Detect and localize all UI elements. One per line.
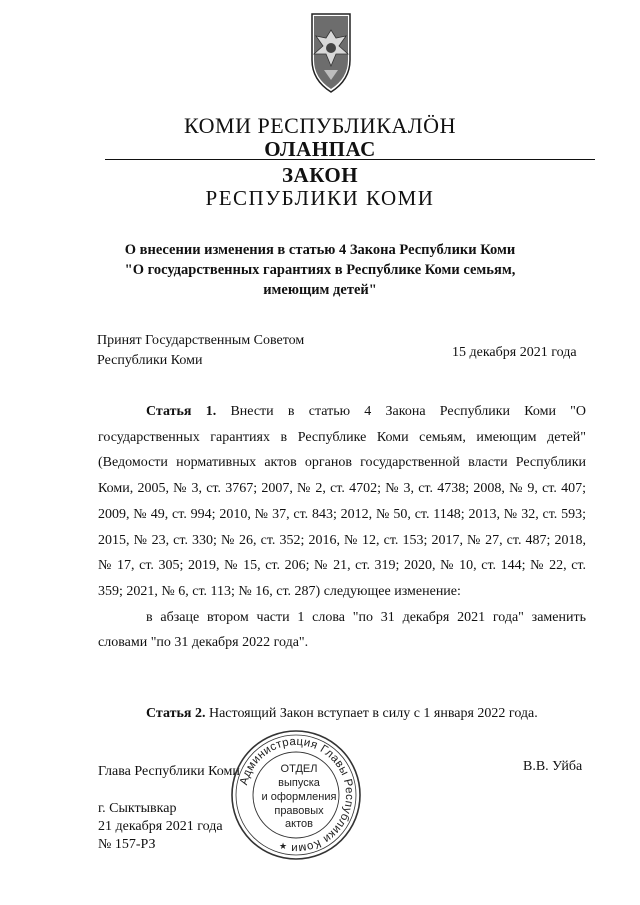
stamp-line: выпуска [278, 777, 320, 789]
stamp-line: правовых [274, 805, 324, 817]
article-2-text: Настоящий Закон вступает в силу с 1 января 2022 года. [208, 706, 538, 721]
stamp-ring-text: Администрация Главы Республики Коми [238, 735, 356, 855]
article-1-paragraph [98, 399, 586, 605]
adoption-body [97, 331, 304, 371]
article-1-text: Внести в статью 4 Закона Республики Коми "О государственных гарантиях в Республике Коми семьям, имеющим детей" (Ведомости нормативных актов органов государственной власти Республики Коми, 2005, № 3, ст. 3767; 2007, № 2, ст. 4702; № 3, ст. 4738; 2008, № 9, ст. 407; 2009, № 49, ст. 994; 2010, № 37, ст. 843; 2012, № 50, ст. 1148; 2013, № 32, ст. 593; 2015, № 23, ст. 330; № 26, ст. 352; 2016, № 12, ст. 153; 2017, № 27, ст. 487; 2018, № 17, ст. 305; 2019, № 15, ст. 206; № 21, ст. 319; 2020, № 10, ст. 144; № 22, ст. 359; 2021, № 6, ст. 113; № 16, ст. 287) следующее изменение: [98, 404, 587, 599]
signatory-name: В.В. Уйба [523, 759, 583, 774]
adoption-line: Принят Государственным Советом [97, 333, 305, 348]
official-stamp [229, 728, 363, 862]
stamp-line: ОТДЕЛ [280, 763, 318, 775]
law-subject [0, 240, 640, 300]
header-komi-language: КОМИ РЕСПУБЛИКАЛӦН [184, 113, 456, 138]
adoption-line: Республики Коми [97, 353, 203, 368]
place-city: г. Сыктывкар [98, 801, 177, 816]
article-1 [98, 399, 586, 656]
stamp-line: и оформления [261, 791, 337, 803]
stamp-star-icon: ★ [278, 841, 288, 851]
signatory-position: Глава Республики Коми [98, 764, 240, 779]
subject-line: "О государственных гарантиях в Республике Коми семьям, [124, 262, 516, 278]
stamp-line: актов [285, 818, 313, 830]
coat-of-arms-icon [306, 8, 356, 96]
header-zakon: ЗАКОН [281, 163, 359, 187]
subject-line: О внесении изменения в статью 4 Закона Республики Коми [124, 242, 516, 258]
header-republic: РЕСПУБЛИКИ КОМИ [205, 186, 435, 210]
article-2-label: Статья 2. [146, 706, 206, 721]
article-1-amendment: в абзаце втором части 1 слова "по 31 декабря 2021 года" заменить словами "по 31 декабря 2022 года". [98, 609, 586, 651]
subject-line: имеющим детей" [263, 282, 377, 298]
place-date: 21 декабря 2021 года [98, 819, 223, 834]
article-2 [146, 706, 538, 722]
place-date-number [98, 800, 223, 854]
adoption-date: 15 декабря 2021 года [452, 345, 577, 360]
header-divider [105, 159, 595, 160]
header-olanpas: ОЛАНПАС [264, 137, 376, 161]
law-number: № 157-РЗ [98, 837, 156, 852]
article-1-label: Статья 1. [146, 404, 217, 419]
